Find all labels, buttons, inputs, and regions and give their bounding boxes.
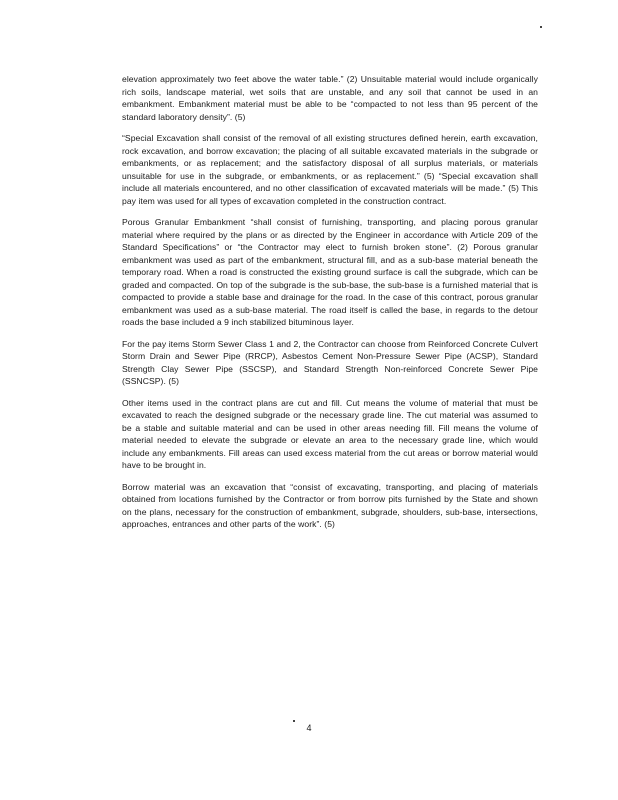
scan-speck [293,720,295,722]
page-number: 4 [306,723,312,733]
paragraph-porous-granular-embankment: Porous Granular Embankment “shall consist of furnishing, transporting, and placing porous granular material where required by the plans or as directed by the Engineer in accordance with Article 209 of the Standard Specifications” or “the Contractor may elect to furnish broken stone”. (2) Porous granular embankment was used as part of the embankment, structural fill, and as a sub-base material beneath the temporary road. When a road is constructed the existing ground surface is call the subgrade, which can be graded and compacted. On top of the subgrade is the sub-base, the sub-base is a furnished material that is compacted to provide a stable base and drainage for the road. In the case of this contract, porous granular embankment was used as a sub-base material. The road itself is called the base, in regards to the detour roads the base included a 9 inch stabilized bituminous layer. [122,217,538,327]
scan-speck [540,26,542,28]
paragraph-borrow-material: Borrow material was an excavation that “consist of excavating, transporting, and placing of materials obtained from locations furnished by the Contractor or from borrow pits furnished by the State and shown on the plans, necessary for the construction of embankment, subgrade, shoulders, sub-base, intersections, approaches, entrances and other parts of the work”. (5) [122,481,538,529]
paragraph-cut-and-fill: Other items used in the contract plans are cut and fill. Cut means the volume of material that must be excavated to reach the designed subgrade or the necessary grade line. The cut material was assumed to be a stable and suitable material and can be used in other areas needing fill. Fill means the volume of material needed to elevate the subgrade or elevate an area to the necessary grade line, which would include any embankments. Fill areas can used excess material from the cut areas or borrow material would have to be brought in. [122,397,538,470]
paragraph-special-excavation: “Special Excavation shall consist of the removal of all existing structures defined herein, earth excavation, rock excavation, and borrow excavation; the placing of all suitable excavated materials in the subgrade or embankments, or as replacement; and the satisfactory disposal of all surplus materials, or materials unsuitable for use in the subgrade, or embankments, or as replacement.” (5) “Special excavation shall include all materials encountered, and no other classification of excavated materials will be made.” (5) This pay item was used for all types of excavation completed in the construction contract. [122,133,538,206]
paragraph-storm-sewer: For the pay items Storm Sewer Class 1 and 2, the Contractor can choose from Reinforced Concrete Culvert Storm Drain and Sewer Pipe (RRCP), Asbestos Cement Non-Pressure Sewer Pipe (ACSP), Standard Strength Clay Sewer Pipe (SSCSP), and Standard Strength Non-reinforced Concrete Sewer Pipe (SSNCSP). (5) [122,338,538,386]
paragraph-unsuitable-material: elevation approximately two feet above the water table.” (2) Unsuitable material would include organically rich soils, landscape material, wet soils that are unstable, and any soil that cannot be used in an embankment. Embankment material must be able to be “compacted to not less than 95 percent of the standard laboratory density”. (5) [122,74,538,122]
body-text [122,73,538,540]
